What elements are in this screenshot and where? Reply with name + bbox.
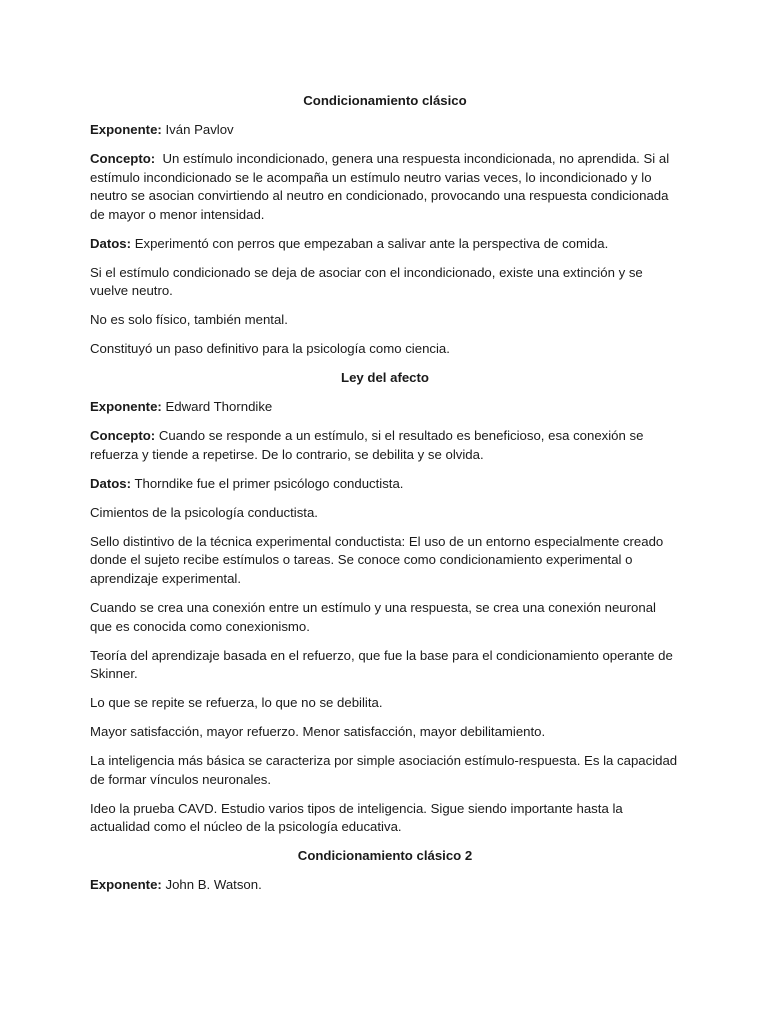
exponente-line: [90, 121, 680, 140]
body-paragraph: Cimientos de la psicología conductista.: [90, 504, 318, 520]
datos-label: Datos:: [90, 475, 132, 491]
exponente-label: Exponente:: [90, 877, 162, 893]
datos-text: Experimentó con perros que empezaban a salivar ante la perspectiva de comida.: [131, 235, 609, 251]
exponente-label: Exponente:: [90, 399, 162, 415]
exponente-line: [90, 398, 680, 417]
datos-paragraph: [90, 235, 680, 254]
body-paragraph: Teoría del aprendizaje basada en el refuerzo, que fue la base para el condicionamiento operante de Skinner.: [90, 647, 673, 682]
exponente-label: Exponente:: [90, 121, 162, 137]
body-paragraph: Lo que se repite se refuerza, lo que no se debilita.: [90, 695, 383, 711]
datos-text: Thorndike fue el primer psicólogo conductista.: [131, 475, 404, 491]
exponente-value: John B. Watson.: [161, 877, 262, 893]
concepto-text: Cuando se responde a un estímulo, si el resultado es beneficioso, esa conexión se refuerza y tiende a repetirse. De lo contrario, se debilita y se olvida.: [90, 428, 644, 462]
document-body: [90, 92, 680, 905]
concepto-label: Concepto:: [90, 150, 156, 166]
body-paragraph: Cuando se crea una conexión entre un estímulo y una respuesta, se crea una conexión neuronal que es conocida como conexionismo.: [90, 599, 656, 634]
exponente-value: Edward Thorndike: [161, 399, 273, 415]
body-paragraph: Constituyó un paso definitivo para la psicología como ciencia.: [90, 341, 450, 357]
body-paragraph: No es solo físico, también mental.: [90, 312, 288, 328]
body-paragraph: Mayor satisfacción, mayor refuerzo. Menor satisfacción, mayor debilitamiento.: [90, 724, 546, 740]
body-paragraph: Si el estímulo condicionado se deja de asociar con el incondicionado, existe una extinción y se vuelve neutro.: [90, 264, 643, 299]
concepto-label: Concepto:: [90, 428, 156, 444]
datos-label: Datos:: [90, 235, 132, 251]
exponente-value: Iván Pavlov: [161, 121, 234, 137]
datos-paragraph: [90, 475, 680, 494]
section-title: Ley del afecto: [341, 370, 429, 386]
body-paragraph: Ideo la prueba CAVD. Estudio varios tipos de inteligencia. Sigue siendo importante hasta la actualidad como el núcleo de la psicología educativa.: [90, 800, 623, 835]
section-title: Condicionamiento clásico: [303, 93, 467, 108]
body-paragraph: Sello distintivo de la técnica experimental conductista: El uso de un entorno especialmente creado donde el sujeto recibe estímulos o tareas. Se conoce como condicionamiento experimental o aprendizaje experimental.: [90, 533, 664, 586]
concepto-paragraph: [90, 150, 680, 224]
concepto-text: Un estímulo incondicionado, genera una respuesta incondicionada, no aprendida. Si al estímulo incondicionado se le acompaña un estímulo neutro varias veces, lo incondicionado y lo neutro se asocian convirtiendo al neutro en condicionado, provocando una respuesta condicionada de mayor o menor intensidad.: [90, 150, 673, 222]
section-title: Condicionamiento clásico 2: [297, 848, 473, 864]
body-paragraph: La inteligencia más básica se caracteriza por simple asociación estímulo-respuesta. Es la capacidad de formar vínculos neuronales.: [90, 753, 678, 787]
concepto-paragraph: [90, 427, 680, 464]
exponente-line: [90, 876, 680, 895]
